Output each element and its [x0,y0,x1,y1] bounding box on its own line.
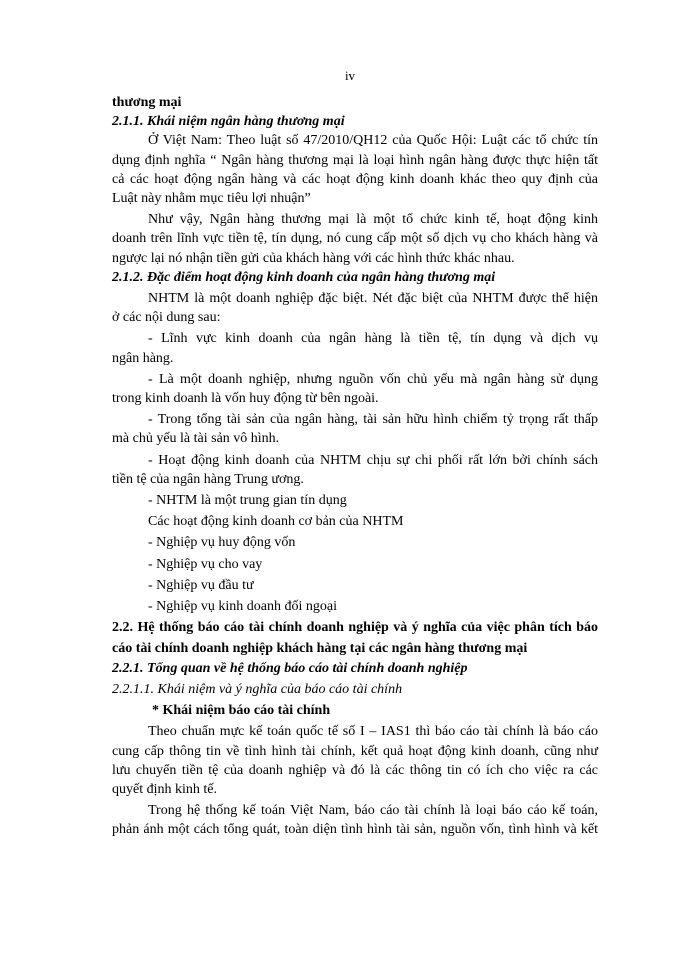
paragraph-line: dụng định nghĩa “ Ngân hàng thương mại là loại hình ngân hàng được thực hiện tất [112,152,598,168]
paragraph-line: doanh trên lĩnh vực tiền tệ, tín dụng, nó cung cấp một số dịch vụ cho khách hàng và [112,231,598,247]
bullet-heading: * Khái niệm báo cáo tài chính [152,703,331,719]
paragraph-line: Theo chuẩn mực kế toán quốc tế số I – IAS1 thì báo cáo tài chính là báo cáo [148,724,598,740]
list-item-continuation: ngân hàng. [112,350,174,366]
paragraph-line: lưu chuyển tiền tệ của doanh nghiệp và đó là các thông tin có ích cho việc ra các [112,762,598,778]
paragraph-line: Các hoạt động kinh doanh cơ bản của NHTM [148,514,404,530]
list-item: - Hoạt động kinh doanh của NHTM chịu sự chi phối rất lớn bởi chính sách [148,452,598,468]
paragraph-line: ngược lại nó nhận tiền gửi của khách hàng với các hình thức khác nhau. [112,250,515,266]
list-item: - Nghiệp vụ đầu tư [148,577,254,593]
list-item: - Trong tổng tài sản của ngân hàng, tài sản hữu hình chiếm tỷ trọng rất thấp [148,412,598,428]
paragraph-line: Trong hệ thống kế toán Việt Nam, báo cáo tài chính là loại báo cáo kế toán, [148,803,598,819]
section-heading-2-1-2: 2.1.2. Đặc điểm hoạt động kinh doanh của ngân hàng thương mại [112,269,496,285]
page-body [112,93,598,840]
section-heading-2-2-cont: cáo tài chính doanh nghiệp khách hàng tại các ngân hàng thương mại [112,641,528,657]
list-item-continuation: tiền tệ của ngân hàng Trung ương. [112,471,304,487]
list-item: - NHTM là một trung gian tín dụng [148,493,347,509]
section-heading-2-2: 2.2. Hệ thống báo cáo tài chính doanh nghiệp và ý nghĩa của việc phân tích báo [112,620,598,636]
paragraph-line: phản ánh một cách tổng quát, toàn diện tình hình tài sản, nguồn vốn, tình hình và kết [112,822,598,838]
list-item-continuation: trong kinh doanh là vốn huy động từ bên ngoài. [112,391,379,407]
paragraph-line: Như vậy, Ngân hàng thương mại là một tổ chức kinh tế, hoạt động kinh [148,212,598,228]
paragraph-line: NHTM là một doanh nghiệp đặc biệt. Nét đặc biệt của NHTM được thể hiện [148,291,598,307]
section-heading-2-2-1-1: 2.2.1.1. Khái niệm và ý nghĩa của báo cáo tài chính [112,681,403,697]
heading-continuation: thương mại [112,95,182,110]
list-item: - Nghiệp vụ kinh doanh đối ngoại [148,599,337,615]
list-item: - Lĩnh vực kinh doanh của ngân hàng là tiền tệ, tín dụng và dịch vụ [148,331,598,347]
list-item-continuation: mà chủ yếu là tài sản vô hình. [112,431,280,447]
paragraph-line: Luật này nhằm mục tiêu lợi nhuận” [112,191,311,207]
list-item: - Nghiệp vụ cho vay [148,556,263,572]
list-item: - Là một doanh nghiệp, nhưng nguồn vốn chủ yếu mà ngân hàng sử dụng [148,371,598,387]
section-heading-2-2-1: 2.2.1. Tổng quan về hệ thống báo cáo tài chính doanh nghiệp [112,660,468,676]
section-heading-2-1-1: 2.1.1. Khái niệm ngân hàng thương mại [112,114,345,130]
paragraph-line: cung cấp thông tin về tình hình tài chính, kết quả hoạt động kinh doanh, cũng như [112,743,598,759]
list-item: - Nghiệp vụ huy động vốn [148,535,296,551]
paragraph-line: Ở Việt Nam: Theo luật số 47/2010/QH12 của Quốc Hội: Luật các tổ chức tín [148,133,598,149]
paragraph-line: ở các nội dung sau: [112,310,221,326]
paragraph-line: cả các hoạt động ngân hàng và các hoạt động kinh doanh khác theo quy định của [112,171,598,187]
page-number: iv [344,68,356,83]
paragraph-line: quyết định kinh tế. [112,781,217,797]
